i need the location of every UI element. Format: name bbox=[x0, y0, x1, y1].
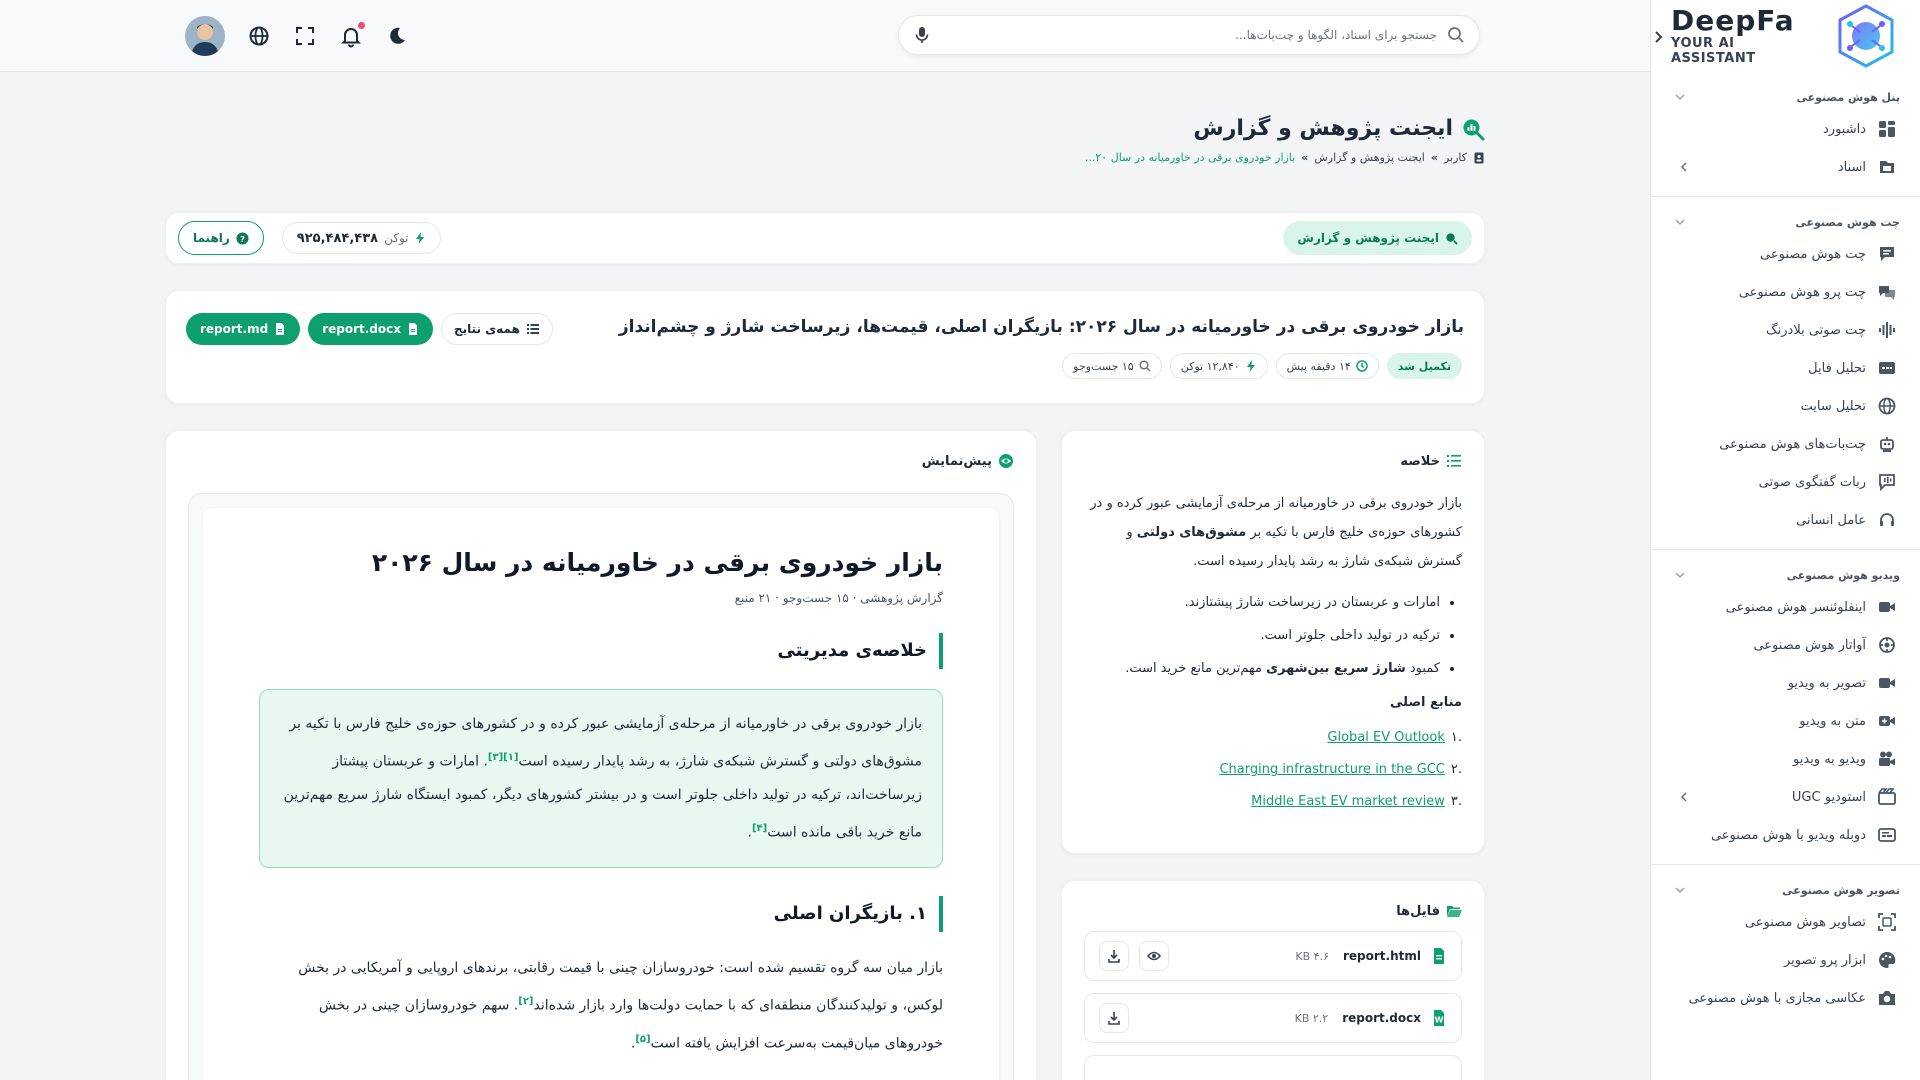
sidebar-item-label: چت صوتی بلادرنگ bbox=[1766, 322, 1866, 338]
sidebar-item-ai-influencer[interactable] bbox=[1651, 588, 1920, 626]
sidebar-item-video-to-video[interactable] bbox=[1651, 740, 1920, 778]
documents-icon bbox=[1878, 158, 1896, 176]
sidebar-item-image-pro-tools[interactable] bbox=[1651, 941, 1920, 979]
sidebar-item-label: چت پرو هوش مصنوعی bbox=[1738, 284, 1866, 300]
chevron-down-icon bbox=[1675, 885, 1685, 895]
moon-icon[interactable] bbox=[385, 24, 409, 48]
sidebar-section-title: ویدیو هوش مصنوعی bbox=[1786, 568, 1900, 582]
sources-heading: منابع اصلی bbox=[1389, 695, 1462, 710]
sidebar-item-virtual-photography[interactable] bbox=[1651, 979, 1920, 1017]
citation-link[interactable]: [۲] bbox=[518, 996, 534, 1008]
report-header-card bbox=[165, 290, 1485, 404]
user-avatar-icon bbox=[185, 16, 225, 56]
sidebar-item-label: اسناد bbox=[1837, 159, 1866, 175]
report-title: بازار خودروی برقی در خاورمیانه در سال ۲۰۲۶: بازیگران اصلی، قیمت‌ها، زیرساخت شارژ و چشم‌انداز bbox=[618, 317, 1464, 337]
all-results-button[interactable]: همه‌ی نتایج bbox=[441, 313, 553, 345]
citation-link[interactable]: [۴] bbox=[751, 822, 768, 834]
sidebar-item-realtime-voice-chat[interactable] bbox=[1651, 311, 1920, 349]
svg-text:W: W bbox=[1434, 1015, 1444, 1025]
fullscreen-icon[interactable] bbox=[293, 24, 317, 48]
chevron-down-icon bbox=[1675, 570, 1685, 580]
notification-dot bbox=[356, 20, 367, 31]
preview-file-button[interactable] bbox=[1139, 941, 1169, 971]
sidebar-section-header[interactable] bbox=[1651, 84, 1920, 110]
summary-heading: خلاصه bbox=[1084, 453, 1462, 469]
help-icon bbox=[236, 232, 249, 245]
search-icon bbox=[1139, 360, 1151, 372]
section-heading-executive-summary: خلاصه‌ی مدیریتی bbox=[259, 633, 943, 669]
sidebar bbox=[1650, 0, 1920, 1080]
dubbing-icon bbox=[1878, 826, 1896, 844]
section-heading-main-players: ۱. بازیگران اصلی bbox=[259, 896, 943, 932]
palette-icon bbox=[1878, 951, 1896, 969]
sidebar-item-ai-chat[interactable] bbox=[1651, 235, 1920, 273]
download-file-button[interactable] bbox=[1099, 1003, 1129, 1033]
agent-toolbar bbox=[165, 212, 1485, 264]
token-value: ۹۲۵,۴۸۴,۴۳۸ bbox=[296, 230, 379, 246]
sidebar-item-label: چت هوش مصنوعی bbox=[1760, 246, 1866, 262]
camera-icon bbox=[1878, 989, 1896, 1007]
chevron-down-icon bbox=[1675, 217, 1685, 227]
file-row-docx bbox=[1084, 993, 1462, 1043]
toolbar-actions bbox=[178, 221, 441, 255]
sidebar-item-documents[interactable] bbox=[1651, 148, 1920, 186]
sidebar-item-ai-video-dubbing[interactable] bbox=[1651, 816, 1920, 854]
sidebar-item-label: عامل انسانی bbox=[1796, 512, 1866, 528]
list-icon bbox=[526, 322, 540, 336]
file-analysis-icon bbox=[1878, 359, 1896, 377]
source-link[interactable]: Global EV Outlook bbox=[1327, 730, 1445, 745]
sidebar-item-human-agent[interactable] bbox=[1651, 501, 1920, 539]
page-title: ایجنت پژوهش و گزارش bbox=[1085, 116, 1485, 141]
brand-tagline: YOUR AI ASSISTANT bbox=[1671, 36, 1756, 66]
sidebar-item-ai-avatar[interactable] bbox=[1651, 626, 1920, 664]
help-button[interactable]: ? راهنما bbox=[178, 221, 264, 255]
report-actions bbox=[186, 313, 553, 345]
files-card bbox=[1061, 880, 1485, 1080]
headset-icon bbox=[1878, 511, 1896, 529]
sidebar-section-header[interactable] bbox=[1651, 209, 1920, 235]
sidebar-item-label: ابزار پرو تصویر bbox=[1783, 952, 1866, 968]
chevron-left-icon bbox=[1679, 792, 1689, 802]
breadcrumb-separator: » bbox=[1301, 151, 1309, 164]
globe-icon[interactable] bbox=[247, 24, 271, 48]
breadcrumb-separator: » bbox=[1430, 151, 1438, 164]
download-md-button[interactable]: report.md bbox=[186, 313, 300, 345]
list-item: • ترکیه در تولید داخلی جلوتر است. bbox=[1084, 619, 1440, 652]
files-heading: فایل‌ها bbox=[1084, 903, 1462, 919]
citation-link[interactable]: [۳] bbox=[487, 752, 504, 763]
dashboard-icon bbox=[1878, 120, 1896, 138]
notifications-button[interactable] bbox=[339, 24, 363, 48]
document-preview bbox=[203, 508, 999, 1080]
brand[interactable] bbox=[1651, 0, 1920, 72]
sidebar-item-label: ربات گفتگوی صوتی bbox=[1758, 474, 1866, 490]
sidebar-item-label: دوبله ویدیو با هوش مصنوعی bbox=[1710, 827, 1866, 843]
file-row-html bbox=[1084, 931, 1462, 981]
breadcrumb-item-user[interactable]: کاربر bbox=[1443, 151, 1467, 164]
avatar[interactable] bbox=[185, 16, 225, 56]
token-label: توکن bbox=[384, 231, 409, 245]
source-item: .۲ Charging infrastructure in the GCC bbox=[1084, 754, 1462, 786]
download-icon bbox=[1107, 1011, 1121, 1025]
microphone-icon[interactable] bbox=[913, 26, 931, 44]
sidebar-section-header[interactable] bbox=[1651, 562, 1920, 588]
eye-icon bbox=[1147, 949, 1161, 963]
user-card-icon bbox=[1473, 152, 1485, 164]
summary-text: بازار خودروی برقی در خاورمیانه از مرحله‌ی آزمایشی عبور کرده و در کشورهای حوزه‌ی خلیج فارس با تکیه بر مشوق‌های دولتی و گسترش شبکه‌ی شارژ به رشد پایدار رسیده است. bbox=[1090, 496, 1462, 569]
sidebar-item-ugc-studio[interactable] bbox=[1651, 778, 1920, 816]
sidebar-item-label: استودیو UGC bbox=[1791, 789, 1866, 805]
agent-tab[interactable]: ایجنت پژوهش و گزارش bbox=[1283, 221, 1472, 255]
report-meta bbox=[1062, 353, 1462, 379]
sidebar-item-label: تحلیل سایت bbox=[1800, 398, 1866, 414]
video-plus-icon bbox=[1878, 712, 1896, 730]
breadcrumb bbox=[1085, 151, 1485, 164]
sidebar-section-ai-image bbox=[1651, 865, 1920, 1027]
breadcrumb-item-current: بازار خودروی برقی در خاورمیانه در سال ۲۰... bbox=[1084, 151, 1296, 164]
sidebar-section-ai-chat bbox=[1651, 197, 1920, 550]
sources-list bbox=[1084, 722, 1462, 818]
page-header bbox=[1085, 116, 1485, 164]
file-name[interactable]: report.docx bbox=[1342, 1011, 1421, 1025]
report-duration: ۱۴ دقیقه پیش bbox=[1276, 353, 1379, 379]
search-icon bbox=[1447, 26, 1465, 44]
token-balance bbox=[282, 222, 442, 254]
image-scan-icon bbox=[1878, 913, 1896, 931]
sidebar-section-ai-video bbox=[1651, 550, 1920, 865]
download-icon bbox=[1107, 949, 1121, 963]
chat-pro-icon bbox=[1878, 283, 1896, 301]
source-link[interactable]: Middle East EV market review bbox=[1251, 794, 1445, 809]
globe-icon bbox=[1878, 397, 1896, 415]
robot-icon bbox=[1878, 435, 1896, 453]
lightning-icon bbox=[1245, 360, 1257, 372]
preview-heading: پیش‌نمایش bbox=[188, 453, 1014, 469]
search-input[interactable] bbox=[941, 28, 1437, 42]
sidebar-collapse-button[interactable] bbox=[1650, 26, 1667, 48]
sidebar-item-label: تصاویر هوش مصنوعی bbox=[1744, 914, 1866, 930]
chevron-right-icon bbox=[1653, 31, 1663, 43]
sidebar-item-file-analysis[interactable] bbox=[1651, 349, 1920, 387]
research-search-icon bbox=[1461, 117, 1485, 141]
sidebar-item-label: داشبورد bbox=[1823, 121, 1866, 137]
download-docx-button[interactable]: report.docx bbox=[308, 313, 433, 345]
list-item: • کمبود شارژ سریع بین‌شهری مهم‌ترین مانع خرید است. bbox=[1084, 652, 1440, 685]
brand-logo-icon bbox=[1832, 2, 1900, 70]
breadcrumb-item-agent[interactable]: ایجنت پژوهش و گزارش bbox=[1314, 151, 1425, 164]
document-subtitle: گزارش پژوهشی · ۱۵ جست‌وجو · ۲۱ منبع bbox=[734, 591, 943, 605]
sidebar-item-voice-bot[interactable] bbox=[1651, 463, 1920, 501]
sidebar-section-title: چت هوش مصنوعی bbox=[1795, 215, 1900, 229]
summary-card bbox=[1061, 430, 1485, 854]
brand-name: DeepFa bbox=[1671, 4, 1795, 37]
document-preview-frame[interactable] bbox=[188, 493, 1014, 1080]
sidebar-item-ai-chatbots[interactable] bbox=[1651, 425, 1920, 463]
sidebar-item-ai-chat-pro[interactable] bbox=[1651, 273, 1920, 311]
report-tokens: ۱۲,۸۴۰ توکن bbox=[1170, 353, 1268, 379]
file-name[interactable]: report.html bbox=[1343, 949, 1421, 963]
download-file-button[interactable] bbox=[1099, 941, 1129, 971]
file-icon bbox=[407, 323, 419, 335]
citation-link[interactable]: [۱] bbox=[503, 752, 519, 763]
sidebar-item-label: اینفلوئنسر هوش مصنوعی bbox=[1725, 599, 1866, 615]
sidebar-item-label: عکاسی مجازی با هوش مصنوعی bbox=[1688, 990, 1866, 1006]
search-icon bbox=[1445, 232, 1458, 245]
main-content bbox=[0, 72, 1650, 1080]
sidebar-section-title: تصویر هوش مصنوعی bbox=[1782, 883, 1900, 897]
top-actions bbox=[185, 16, 409, 56]
sidebar-item-image-to-video[interactable] bbox=[1651, 664, 1920, 702]
executive-summary-callout: بازار خودروی برقی در خاورمیانه از مرحله‌ی آزمایشی عبور کرده و در کشورهای حوزه‌ی خلیج فارس با تکیه بر مشوق‌های دولتی و گسترش شبکه‌ی شارژ، به رشد پایدار رسیده است[۱][۳]. امارات و عربستان پیشتاز زیرساخت‌اند، ترکیه در تولید داخلی جلوتر است و در بیشتر کشورهای دیگر، کمبود ایستگاه شارژ سریع مهم‌ترین مانع خرید باقی مانده است[۴]. bbox=[259, 689, 943, 868]
lightning-icon bbox=[414, 232, 426, 244]
eye-icon bbox=[998, 453, 1014, 469]
list-item: • امارات و عربستان در زیرساخت شارژ پیشتازند. bbox=[1084, 586, 1440, 619]
source-link[interactable]: Charging infrastructure in the GCC bbox=[1219, 762, 1445, 777]
sidebar-item-label: تصویر به ویدیو bbox=[1787, 675, 1866, 691]
chat-icon bbox=[1878, 245, 1896, 263]
top-bar bbox=[0, 0, 1650, 72]
file-icon bbox=[274, 323, 286, 335]
summary-bullets bbox=[1084, 586, 1462, 685]
sidebar-item-dashboard[interactable] bbox=[1651, 110, 1920, 148]
video-icon bbox=[1878, 598, 1896, 616]
citation-link[interactable]: [۵] bbox=[635, 1033, 651, 1045]
voice-wave-icon bbox=[1878, 321, 1896, 339]
sidebar-section-header[interactable] bbox=[1651, 877, 1920, 903]
svg-text:?: ? bbox=[239, 233, 245, 244]
list-details-icon bbox=[1446, 453, 1462, 469]
sidebar-item-site-analysis[interactable] bbox=[1651, 387, 1920, 425]
file-size: ۲.۲ KB bbox=[1294, 1011, 1329, 1025]
folder-open-icon bbox=[1446, 903, 1462, 919]
studio-icon bbox=[1878, 788, 1896, 806]
sidebar-item-label: تحلیل فایل bbox=[1808, 360, 1866, 376]
word-file-icon bbox=[1431, 1010, 1447, 1026]
file-row-partial bbox=[1084, 1055, 1462, 1080]
file-icon bbox=[1431, 948, 1447, 964]
sidebar-item-label: چت‌بات‌های هوش مصنوعی bbox=[1719, 436, 1866, 452]
search-bar[interactable] bbox=[898, 15, 1480, 55]
source-item: .۳ Middle East EV market review bbox=[1084, 786, 1462, 818]
clock-icon bbox=[1356, 360, 1368, 372]
voice-bot-icon bbox=[1878, 473, 1896, 491]
document-title: بازار خودروی برقی در خاورمیانه در سال ۲۰۲۶ bbox=[371, 548, 943, 577]
chevron-left-icon bbox=[1679, 162, 1689, 172]
sidebar-item-label: ویدیو به ویدیو bbox=[1793, 751, 1866, 767]
avatar-gear-icon bbox=[1878, 636, 1896, 654]
sidebar-section-title: پنل هوش مصنوعی bbox=[1796, 90, 1900, 104]
sidebar-section-ai-panel bbox=[1651, 72, 1920, 197]
status-badge: تکمیل شد bbox=[1387, 353, 1462, 379]
preview-card bbox=[165, 430, 1037, 1080]
sidebar-item-ai-images[interactable] bbox=[1651, 903, 1920, 941]
sidebar-item-label: متن به ویدیو bbox=[1799, 713, 1866, 729]
report-searches: ۱۵ جست‌وجو bbox=[1062, 353, 1162, 379]
video-camera-icon bbox=[1878, 750, 1896, 768]
sidebar-item-text-to-video[interactable] bbox=[1651, 702, 1920, 740]
sidebar-item-label: آواتار هوش مصنوعی bbox=[1753, 637, 1866, 653]
chevron-down-icon bbox=[1675, 92, 1685, 102]
video-icon bbox=[1878, 674, 1896, 692]
file-size: ۴.۶ KB bbox=[1295, 949, 1329, 963]
paragraph: بازار میان سه گروه تقسیم شده است: خودروسازان چینی با قیمت رقابتی، برندهای اروپایی و آمریکایی در بخش لوکس، و تولیدکنندگان منطقه‌ای که با حمایت دولت‌ها وارد بازار شده‌اند[۲]. سهم خودروسازان چینی در بخش خودروهای میان‌قیمت به‌سرعت افزایش یافته است[۵]. bbox=[298, 960, 943, 1052]
source-item: .۱ Global EV Outlook bbox=[1084, 722, 1462, 754]
